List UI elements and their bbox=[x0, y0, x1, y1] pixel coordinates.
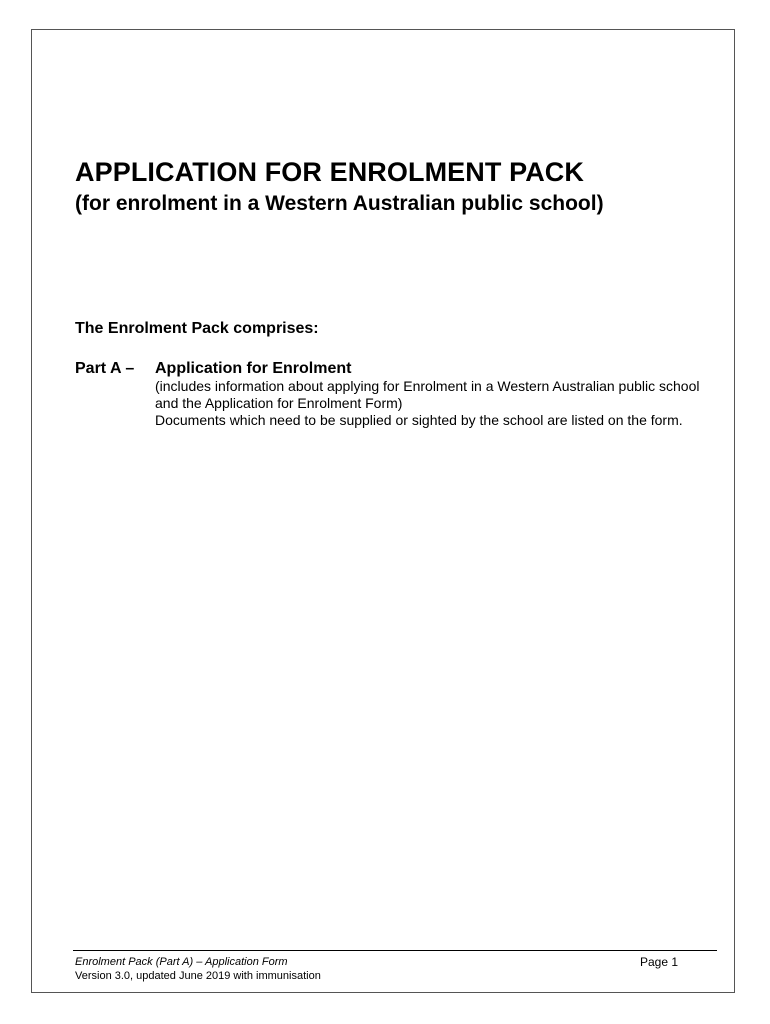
document-subtitle: (for enrolment in a Western Australian public school) bbox=[75, 192, 604, 215]
footer-page-number: Page 1 bbox=[640, 955, 679, 969]
part-a-heading: Application for Enrolment bbox=[155, 360, 352, 377]
footer-divider bbox=[73, 950, 717, 951]
footer-doc-name: Enrolment Pack (Part A) – Application Form bbox=[75, 956, 288, 968]
document-title: APPLICATION FOR ENROLMENT PACK bbox=[75, 157, 584, 187]
footer-version: Version 3.0, updated June 2019 with immunisation bbox=[75, 970, 321, 982]
part-a-documents-note: Documents which need to be supplied or sighted by the school are listed on the form. bbox=[155, 412, 683, 428]
footer-info bbox=[75, 955, 321, 983]
part-a-description-block bbox=[155, 378, 715, 429]
comprises-heading: The Enrolment Pack comprises: bbox=[75, 320, 319, 337]
part-a-label: Part A – bbox=[75, 360, 135, 377]
part-a-description: (includes information about applying for Enrolment in a Western Australian public school and the Application for Enrolment Form) bbox=[155, 378, 700, 411]
